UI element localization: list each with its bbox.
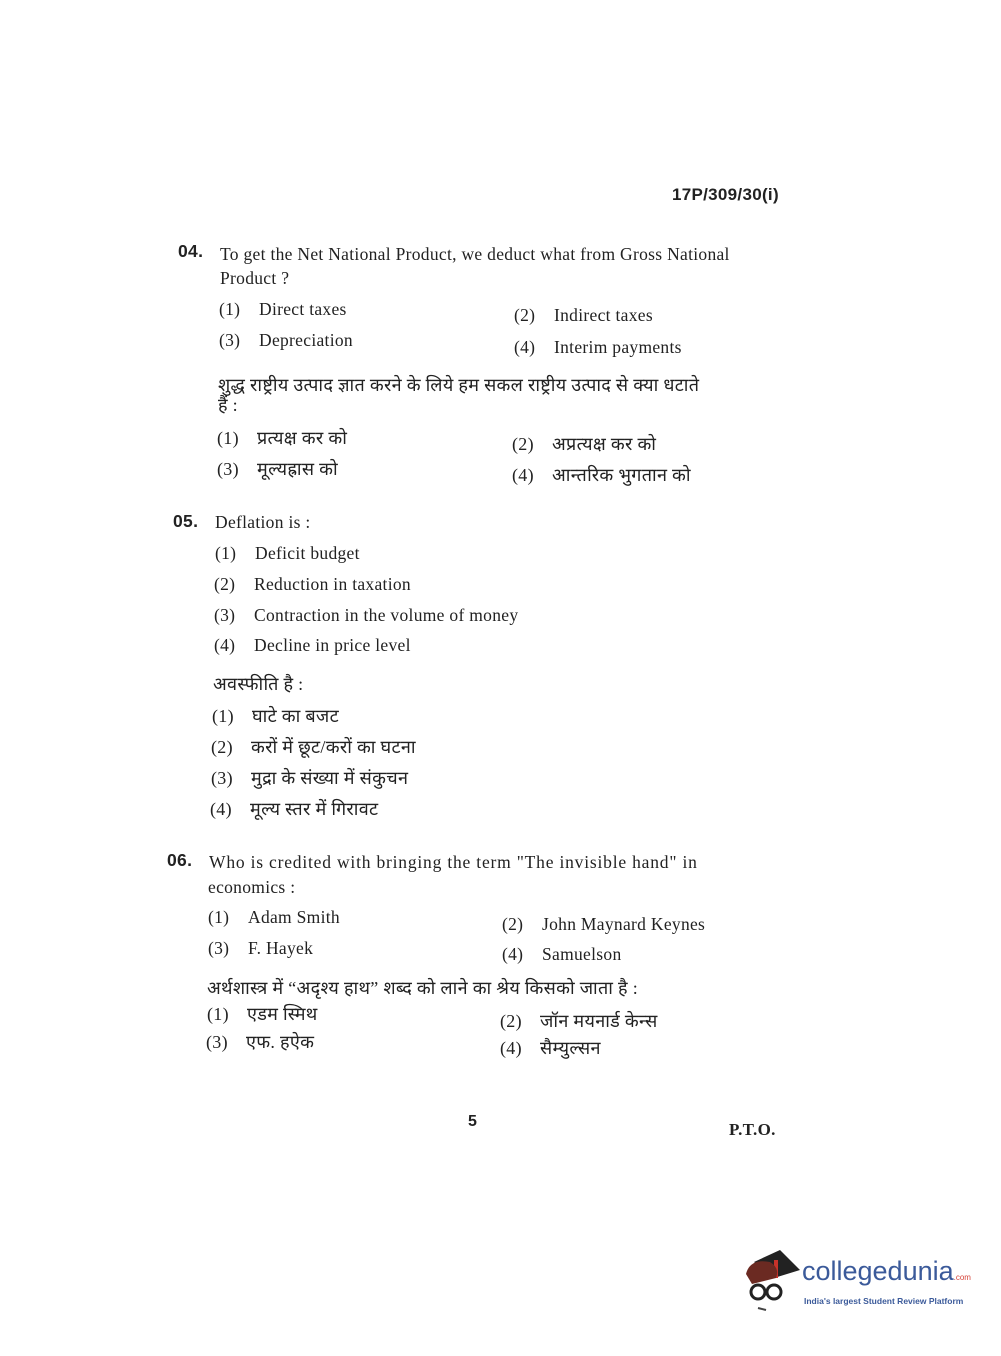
- logo-tagline: India's largest Student Review Platform: [804, 1296, 964, 1306]
- option-2: [214, 574, 411, 595]
- option-4-hindi: [512, 463, 691, 487]
- option-number: (3): [217, 459, 239, 479]
- option-number: (3): [208, 938, 230, 958]
- option-3-hindi: [217, 457, 338, 481]
- option-text: Deficit budget: [255, 543, 360, 563]
- option-3: [208, 938, 313, 959]
- option-2: [514, 305, 653, 326]
- question-number: 06.: [167, 850, 193, 870]
- option-number: (3): [219, 330, 241, 350]
- pto-label: P.T.O.: [729, 1120, 776, 1139]
- option-number: (1): [219, 299, 241, 319]
- question-text-hindi: हैं :: [218, 395, 238, 415]
- option-1-hindi: [212, 704, 339, 728]
- option-1: [215, 543, 360, 564]
- option-1: [208, 907, 340, 928]
- option-text: घाटे का बजट: [252, 706, 339, 726]
- option-number: (1): [217, 428, 239, 448]
- option-number: (1): [207, 1004, 229, 1024]
- option-text: अप्रत्यक्ष कर को: [552, 434, 657, 454]
- option-number: (4): [214, 635, 236, 655]
- option-text: एडम स्मिथ: [247, 1004, 318, 1024]
- option-4: [502, 944, 622, 965]
- paper-code: 17P/309/30(i): [672, 185, 779, 204]
- option-text: जॉन मयनार्ड केन्स: [540, 1011, 658, 1031]
- question-text: Deflation is :: [215, 512, 311, 532]
- option-number: (4): [512, 465, 534, 485]
- option-text: प्रत्यक्ष कर को: [257, 428, 348, 448]
- option-number: (3): [214, 605, 236, 625]
- option-text: मूल्य स्तर में गिरावट: [250, 799, 379, 819]
- mascot-icon: [740, 1248, 802, 1318]
- option-4: [214, 635, 411, 656]
- option-text: Adam Smith: [248, 907, 340, 927]
- option-1: [219, 299, 347, 320]
- option-number: (3): [206, 1032, 228, 1052]
- option-number: (2): [502, 914, 524, 934]
- option-text: F. Hayek: [248, 938, 314, 958]
- option-text: Interim payments: [554, 337, 682, 357]
- option-text: मुद्रा के संख्या में संकुचन: [251, 768, 409, 788]
- question-text: To get the Net National Product, we deduct what from Gross National: [220, 244, 730, 264]
- option-number: (4): [514, 337, 536, 357]
- option-text: Depreciation: [259, 330, 353, 350]
- option-number: (3): [211, 768, 233, 788]
- option-text: Samuelson: [542, 944, 622, 964]
- option-2-hindi: [500, 1009, 658, 1033]
- collegedunia-logo: [740, 1248, 970, 1323]
- logo-name: collegedunia.com: [802, 1256, 971, 1286]
- question-number: 04.: [178, 241, 204, 261]
- option-number: (2): [512, 434, 534, 454]
- option-number: (1): [208, 907, 230, 927]
- option-3: [214, 605, 518, 626]
- option-text: करों में छूट/करों का घटना: [251, 737, 416, 757]
- option-2-hindi: [211, 735, 416, 759]
- question-text-hindi: अर्थशास्त्र में “अदृश्य हाथ” शब्द को लाने का श्रेय किसको जाता है :: [207, 978, 638, 998]
- question-text: Who is credited with bringing the term "The invisible hand" in: [209, 852, 698, 872]
- question-number: 05.: [173, 511, 199, 531]
- option-number: (1): [212, 706, 234, 726]
- option-text: Contraction in the volume of money: [254, 605, 519, 625]
- option-text: Reduction in taxation: [254, 574, 411, 594]
- option-text: मूल्यह्रास को: [257, 459, 338, 479]
- option-4-hindi: [500, 1036, 601, 1060]
- option-text: Indirect taxes: [554, 305, 653, 325]
- page-number: 5: [468, 1113, 478, 1130]
- option-3-hindi: [211, 766, 408, 790]
- option-2: [502, 914, 705, 935]
- option-3-hindi: [206, 1030, 314, 1054]
- option-number: (2): [514, 305, 536, 325]
- option-number: (4): [502, 944, 524, 964]
- option-number: (2): [500, 1011, 522, 1031]
- option-2-hindi: [512, 432, 656, 456]
- option-4: [514, 337, 682, 358]
- option-text: John Maynard Keynes: [542, 914, 706, 934]
- option-4-hindi: [210, 797, 378, 821]
- option-number: (4): [500, 1038, 522, 1058]
- question-text: economics :: [208, 877, 296, 897]
- option-text: Decline in price level: [254, 635, 411, 655]
- question-text-hindi: अवस्फीति है :: [213, 674, 304, 694]
- question-text-hindi: शुद्ध राष्ट्रीय उत्पाद ज्ञात करने के लिये हम सकल राष्ट्रीय उत्पाद से क्या धटाते: [218, 375, 700, 395]
- option-number: (4): [210, 799, 232, 819]
- option-1-hindi: [207, 1002, 318, 1026]
- option-number: (2): [214, 574, 236, 594]
- option-number: (2): [211, 737, 233, 757]
- option-text: सैम्युल्सन: [540, 1038, 601, 1058]
- option-number: (1): [215, 543, 237, 563]
- option-text: एफ. हऐक: [246, 1032, 315, 1052]
- option-text: आन्तरिक भुगतान को: [552, 465, 691, 485]
- option-text: Direct taxes: [259, 299, 347, 319]
- option-3: [219, 330, 353, 351]
- question-text: Product ?: [220, 268, 290, 288]
- option-1-hindi: [217, 426, 347, 450]
